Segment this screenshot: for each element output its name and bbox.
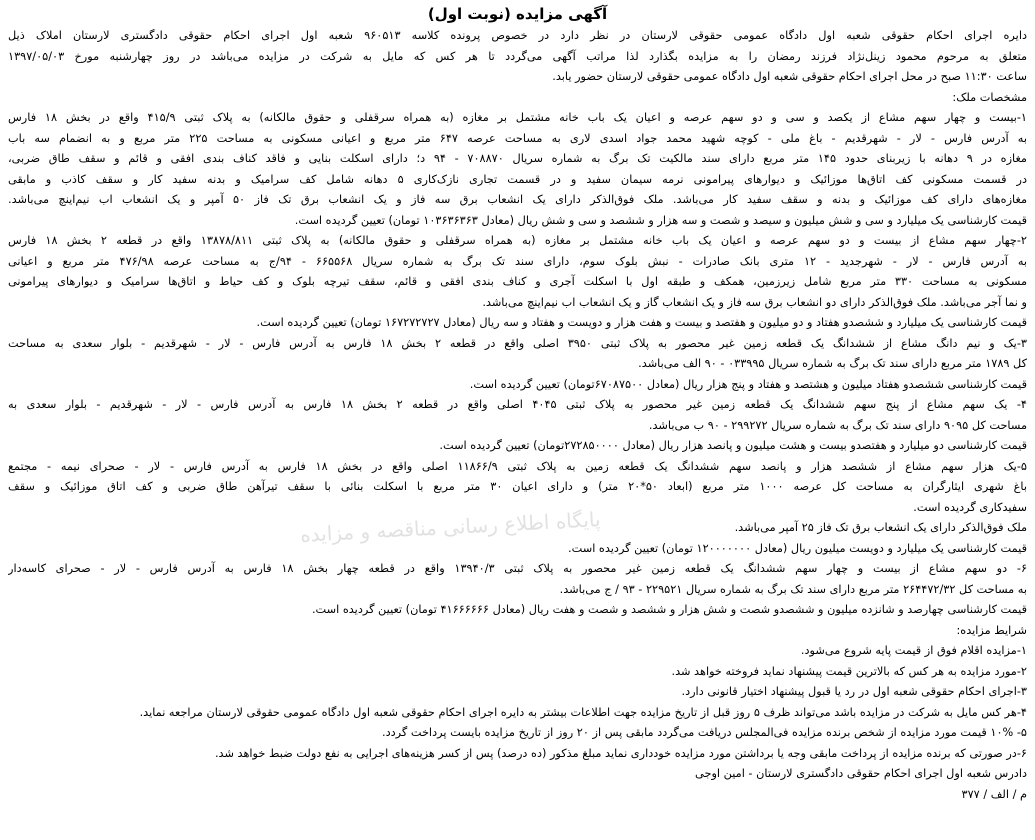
item-3-price: قیمت کارشناسی ششصدو هفتاد میلیون و هشتصد و هفتاد و پنج هزار ریال (معادل ۶۷۰۸۷۵۰۰تومان) تعیین گردیده است. (469, 377, 1027, 391)
item-1-price: قیمت کارشناسی یک میلیارد و سی و شش میلیون و سیصد و شصت و سه هزار و ششصد و سی و شش ریال (معادل ۱۰۳۶۳۶۳۶۳ تومان) تعیین گردیده است. (294, 213, 1027, 227)
item-1-line-2: به آدرس فارس - لار - شهرقدیم - باغ ملی - کوچه شهید محمد جواد اسدی لاری به مساحت عرصه ۶۴۷ متر مربع و اعیانی مسکونی به مساحت ۲۲۵ متر مربع و به انضمام سه باب (8, 131, 1027, 145)
item-4-line-1: ۴- یک سهم مشاع از پنج سهم ششدانگ یک قطعه زمین غیر محصور به پلاک ثبتی ۴۰۴۵ اصلی واقع در قطعه ۲ بخش ۱۸ فارس به آدرس فارس - لار - شهرقدیم - بلوار سعدی به (8, 398, 1027, 411)
notice-title: آگهی مزایده (نوبت اول) (427, 5, 608, 23)
item-5-price: قیمت کارشناسی یک میلیارد و دویست میلیون ریال (معادل ۱۲۰۰۰۰۰۰۰ تومان) تعیین گردیده است. (568, 541, 1027, 555)
condition-3: ۳-اجرای احکام حقوقی شعبه اول در رد یا قبول پیشنهاد اختیار قانونی دارد. (681, 685, 1027, 698)
condition-4: ۴-هر کس مایل به شرکت در مزایده باشد می‌تواند ظرف ۵ روز قبل از تاریخ مزایده جهت اطلاعات بیشتر به دایره اجرای احکام حقوقی شعبه اول دادگاه عمومی حقوقی لارستان مراجعه نماید. (139, 705, 1027, 719)
item-4-line-2: مساحت کل ۹۰۹۵ دارای سند تک برگ به شماره سریال ۲۹۹۲۷۲ - ۹۰ ب می‌باشد. (648, 418, 1027, 432)
item-5-line-1: ۵-یک هزار سهم مشاع از ششصد هزار و پانصد سهم ششدانگ یک قطعه زمین به پلاک ثبتی ۱۱۸۶۶/۹ اصلی واقع در بخش ۱۸ فارس به آدرس فارس - لار - صحرای نیمه - مجتمع (8, 459, 1027, 473)
signature: دادرس شعبه اول اجرای احکام حقوقی دادگستری لارستان - امین اوجی (695, 767, 1027, 780)
intro-line-2: متعلق به مرحوم محمود زینل‌نژاد فرزند رمضان را به مزایده بگذارد لذا مراتب آگهی می‌گردد تا هر کس که مایل به شرکت در مزایده می‌باشد در روز چهارشنبه مورخ ۱۳۹۷/۰۵/۰۳ (8, 49, 1027, 63)
item-1-line-1: ۱-بیست و چهار سهم مشاع از یکصد و سی و دو سهم عرصه و اعیان یک باب خانه مشتمل بر مغازه (به همراه سرقفلی و حقوق مالکانه) به پلاک ثبتی ۴۱۵/۹ واقع در بخش ۱۸ فارس (8, 111, 1027, 124)
item-2-line-2: به آدرس فارس - لار - شهرجدید - ۱۲ متری بانک صادرات - نبش بلوک سوم، دارای سند تک برگ به شماره سریال ۶۶۵۵۶۸ - ۹۴/ج به مساحت عرصه ۴۷۶/۹۸ متر مربع و اعیانی (8, 254, 1027, 268)
item-6-line-2: به مساحت کل ۲۶۴۴۷۲/۳۲ متر مربع دارای سند تک برگ به شماره سریال ۲۲۹۵۲۱ - ۹۳ / ج می‌باشد. (559, 582, 1027, 596)
notice-body (8, 26, 1027, 805)
reference-number: م / الف / ۳۷۷ (961, 787, 1027, 801)
item-1-line-4: در قسمت مسکونی کف اتاق‌ها موزائیک و دیوارهای پیرامونی نرمه سیمان سفید و در قسمت تجاری نازک‌کاری ۵ دهانه شامل کف سرامیک و بدنه سفید کار و سقف کاذب و مابقی (8, 172, 1027, 186)
item-2-line-1: ۲-چهار سهم مشاع از بیست و دو سهم عرصه و اعیان یک باب خانه مشتمل بر مغازه (به همراه سرقفلی و حقوق مالکانه) به پلاک ثبتی ۱۳۸۷۸/۸۱۱ واقع در قطعه ۲ بخش ۱۸ فارس (8, 234, 1027, 247)
condition-1: ۱-مزایده اقلام فوق از قیمت پایه شروع می‌شود. (800, 644, 1027, 657)
item-5-line-3: سفیدکاری گردیده است. (913, 500, 1027, 514)
condition-2: ۲-مورد مزایده به هر کس که بالاترین قیمت پیشنهاد نماید فروخته خواهد شد. (671, 664, 1027, 678)
condition-6: ۶-در صورتی که برنده مزایده از پرداخت مابقی وجه یا برداشتن مورد مزایده خودداری نماید مبلغ مذکور (ده درصد) پس از کسر هزینه‌های اجرایی به نفع دولت ضبط خواهد شد. (214, 746, 1027, 760)
item-2-price: قیمت کارشناسی یک میلیارد و ششصدو هفتاد و دو میلیون و هفتصد و بیست و هفت هزار و دویست و هفتاد و سه ریال (معادل ۱۶۷۲۷۲۷۲۷ تومان) تعیین گردیده است. (256, 316, 1027, 329)
item-3-line-1: ۳-یک و نیم دانگ مشاع از ششدانگ یک قطعه زمین غیر محصور به پلاک ثبتی ۳۹۵۰ اصلی واقع در قطعه ۲ بخش ۱۸ فارس به آدرس فارس - لار - شهرقدیم - بلوار سعدی به مساحت (8, 336, 1027, 350)
item-5-line-2: باغ شهری ایثارگران به مساحت کل عرصه ۱۰۰۰ متر مربع (ابعاد ۵۰*۲۰ متر) و دارای اعیان ۳۰ متر مربع با اسکلت بنائی با سقف تیرآهن طاق ضربی و کف اتاق موزائیک و سقف (8, 480, 1027, 493)
item-5-line-4: ملک فوق‌الذکر دارای یک انشعاب برق تک فاز ۲۵ آمپر می‌باشد. (734, 521, 1027, 534)
intro-line-3: ساعت ۱۱:۳۰ صبح در محل اجرای احکام حقوقی شعبه اول دادگاه عمومی حقوقی لارستان حضور یابد. (552, 70, 1027, 83)
condition-5: ۵- ۱۰% قیمت مورد مزایده از شخص برنده مزایده فی‌المجلس دریافت می‌گردد مابقی پس از ۲۰ روز از تاریخ مزایده بایست پرداخت گردد. (382, 726, 1027, 739)
watermark: پایگاه اطلاع رسانی مناقصه و مزایده (299, 507, 602, 547)
item-2-line-4: و نما آجر می‌باشد. ملک فوق‌الذکر دارای دو انشعاب برق سه فاز و یک انشعاب گاز و یک انشعاب اب نیم‌اینچ می‌باشد. (482, 295, 1027, 309)
item-1-line-3: مغازه در ۹ دهانه با زیربنای حدود ۱۴۵ متر مربع دارای سند مالکیت تک برگ به شماره سریال ۷۰۸۸۷۰ - ۹۴ د؛ دارای اسکلت بنایی و فاقد کناف بندی افقی و قائم و سقف طاق ضربی، (8, 152, 1027, 165)
item-6-price: قیمت کارشناسی چهارصد و شانزده میلیون و ششصدو شصت و شش هزار و ششصد و شصت و هفت ریال (معادل ۴۱۶۶۶۶۶۶ تومان) تعیین گردیده است. (311, 603, 1027, 616)
conditions-heading: شرایط مزایده: (956, 623, 1027, 637)
item-3-line-2: کل ۱۷۸۹ متر مربع دارای سند تک برگ به شماره سریال ۰۳۳۹۹۵ - ۹۰ الف می‌باشد. (638, 357, 1027, 370)
item-4-price: قیمت کارشناسی دو میلیارد و هفتصدو بیست و هشت میلیون و پانصد هزار ریال (معادل ۲۷۲۸۵۰۰۰۰تومان) تعیین گردیده است. (439, 439, 1027, 452)
property-specs-heading: مشخصات ملک: (952, 90, 1027, 104)
intro-line-1: دایره اجرای احکام حقوقی شعبه اول دادگاه عمومی حقوقی لارستان در نظر دارد در خصوص پرونده کلاسه ۹۶۰۵۱۳ شعبه اول اجرای احکام حقوقی دادگستری لارستان املاک ذیل (8, 29, 1027, 42)
item-6-line-1: ۶- دو سهم مشاع از بیست و چهار سهم ششدانگ یک قطعه زمین غیر محصور به پلاک ثبتی ۱۳۹۴۰/۳ واقع در قطعه چهار بخش ۱۸ فارس به آدرس فارس - لار - صحرای کاسه‌دار (8, 562, 1027, 575)
item-1-line-5: مغازه‌های دارای کف موزائیک و بدنه و سقف سفید کار می‌باشد. ملک فوق‌الذکر دارای یک انشعاب برق سه فاز و یک انشعاب برق تک فاز ۵۰ آمپر و یک انشعاب اب نیم‌اینچ می‌باشد. (8, 193, 1027, 206)
item-2-line-3: مسکونی به مساحت ۳۳۰ متر مربع شامل زیرزمین، همکف و طبقه اول با اسکلت آجری و کناف بندی افقی و قائم، سقف تیرچه بلوک و کف حیاط و اتاق‌ها سرامیک و دیوارهای پیرامونی (8, 275, 1027, 288)
